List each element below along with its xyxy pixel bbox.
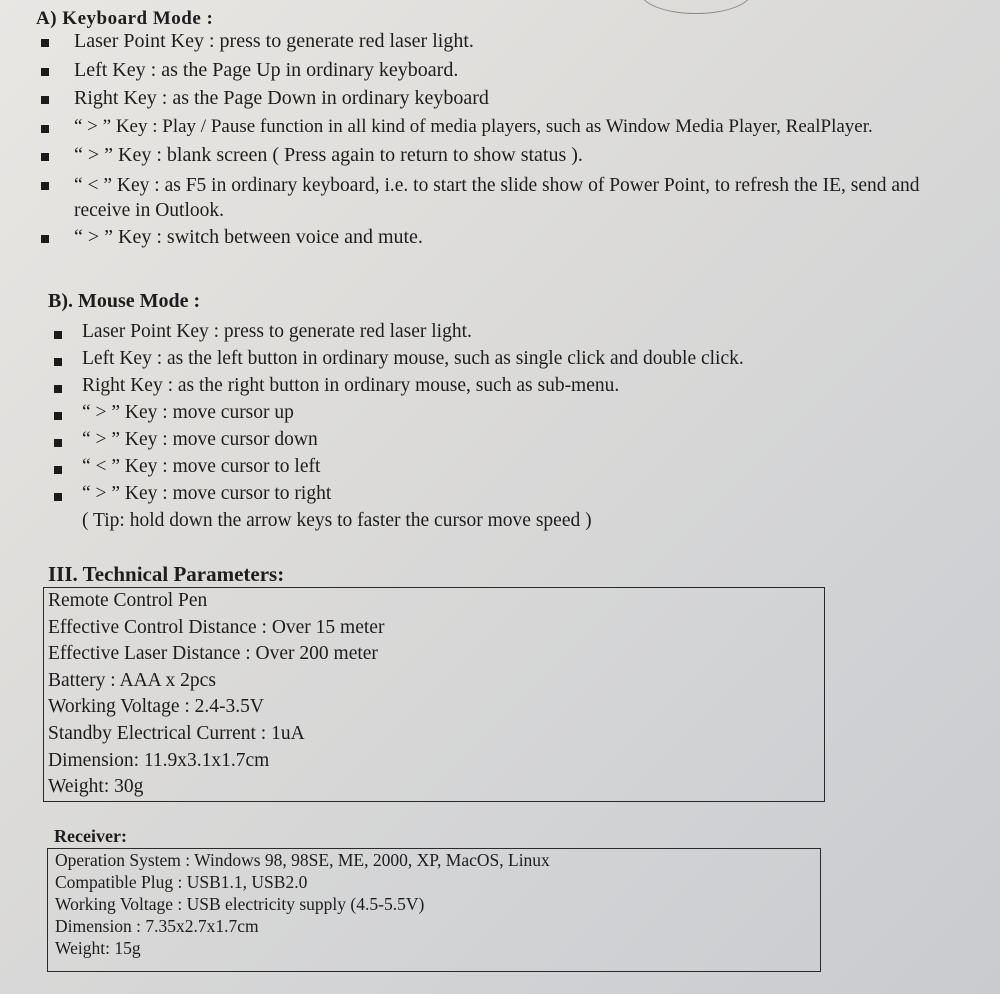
table-row: Weight: 30g	[48, 776, 144, 798]
list-item-text: “ < ” Key : as F5 in ordinary keyboard, i.e. to start the slide show of Power Point, to refresh the IE, send and receive in Outlook.	[74, 174, 920, 221]
square-bullet-icon	[41, 235, 49, 243]
mouse-mode-heading: B). Mouse Mode :	[48, 290, 201, 312]
table-row: Dimension : 7.35x2.7x1.7cm	[55, 916, 259, 936]
list-item-text: Laser Point Key : press to generate red laser light.	[82, 321, 472, 342]
square-bullet-icon	[41, 153, 49, 161]
table-row: Remote Control Pen	[48, 590, 208, 611]
technical-parameters-table	[43, 587, 825, 802]
square-bullet-icon	[54, 439, 62, 447]
list-item	[38, 173, 954, 226]
square-bullet-icon	[41, 68, 49, 76]
table-row: Working Voltage : USB electricity supply (4.5-5.5V)	[55, 894, 425, 914]
table-row: Standby Electrical Current : 1uA	[48, 722, 305, 744]
square-bullet-icon	[41, 39, 49, 47]
square-bullet-icon	[41, 96, 49, 104]
list-item	[48, 321, 744, 348]
list-item-text: “ > ” Key : switch between voice and mute.	[74, 225, 423, 248]
list-item-text: Left Key : as the Page Up in ordinary keyboard.	[74, 58, 459, 81]
table-row: Operation System : Windows 98, 98SE, ME, 2000, XP, MacOS, Linux	[55, 850, 550, 870]
keyboard-mode-heading: A) Keyboard Mode :	[36, 8, 214, 29]
table-row: Dimension: 11.9x3.1x1.7cm	[48, 749, 270, 771]
list-item-text: “ > ” Key : blank screen ( Press again to return to show status ).	[74, 144, 583, 166]
list-item	[48, 483, 744, 510]
list-item	[38, 87, 954, 116]
paper-fold-mark	[640, 0, 752, 14]
mouse-mode-list	[48, 321, 744, 510]
square-bullet-icon	[41, 125, 49, 133]
list-item-text: Right Key : as the right button in ordinary mouse, such as sub-menu.	[82, 375, 620, 396]
list-item	[48, 348, 744, 375]
table-row: Working Voltage : 2.4-3.5V	[48, 696, 264, 718]
square-bullet-icon	[54, 331, 62, 339]
table-row: Effective Control Distance : Over 15 meter	[48, 616, 385, 638]
list-item	[48, 402, 744, 429]
square-bullet-icon	[54, 385, 62, 393]
list-item	[38, 59, 954, 88]
square-bullet-icon	[54, 493, 62, 501]
list-item-text: “ < ” Key : move cursor to left	[82, 456, 321, 477]
list-item-text: Laser Point Key : press to generate red laser light.	[74, 30, 474, 52]
list-item-text: “ > ” Key : move cursor to right	[82, 483, 332, 504]
list-item	[38, 226, 954, 255]
list-item	[38, 30, 954, 59]
list-item	[38, 116, 954, 145]
receiver-table	[47, 848, 821, 972]
square-bullet-icon	[54, 412, 62, 420]
list-item-text: Right Key : as the Page Down in ordinary keyboard	[74, 87, 489, 109]
table-row: Battery : AAA x 2pcs	[48, 669, 216, 691]
list-item-text: “ > ” Key : move cursor up	[82, 402, 294, 423]
table-row: Weight: 15g	[55, 938, 141, 958]
list-item-text: Left Key : as the left button in ordinary mouse, such as single click and double click.	[82, 348, 744, 369]
square-bullet-icon	[41, 182, 49, 190]
technical-parameters-heading: III. Technical Parameters:	[48, 562, 285, 586]
list-item	[38, 144, 954, 173]
table-row: Effective Laser Distance : Over 200 meter	[48, 643, 378, 665]
square-bullet-icon	[54, 466, 62, 474]
square-bullet-icon	[54, 358, 62, 366]
keyboard-mode-list	[38, 30, 954, 254]
list-item	[48, 375, 744, 402]
tip-text: ( Tip: hold down the arrow keys to faster the cursor move speed )	[82, 510, 592, 531]
list-item	[48, 456, 744, 483]
table-row: Compatible Plug : USB1.1, USB2.0	[55, 872, 308, 892]
list-item-text: “ > ” Key : Play / Pause function in all kind of media players, such as Window Media Player, RealPlayer.	[74, 115, 873, 137]
list-item-text: “ > ” Key : move cursor down	[82, 429, 318, 450]
list-item	[48, 429, 744, 456]
receiver-heading: Receiver:	[54, 826, 127, 846]
